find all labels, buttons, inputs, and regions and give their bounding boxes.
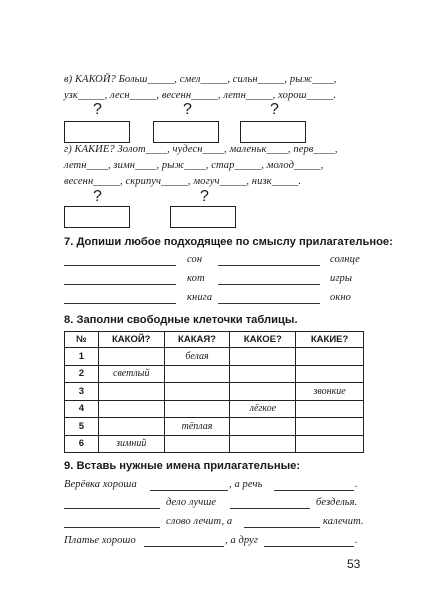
header-kakaya: КАКАЯ? (164, 332, 230, 348)
proverb-4-blank-2[interactable] (264, 546, 354, 547)
task-7-blank-6[interactable] (218, 303, 320, 304)
table-cell[interactable] (164, 435, 230, 453)
table-cell[interactable] (296, 418, 364, 436)
table-cell[interactable]: светлый (98, 365, 164, 383)
section-g-line-2: летн____, зимн____, рыж____, стар_____, молод_____, (64, 160, 324, 171)
table-cell[interactable] (164, 383, 230, 401)
answer-box-v-2[interactable] (153, 121, 219, 143)
proverb-1-start: Верёвка хороша (64, 479, 137, 490)
proverb-3-middle: слово лечит, а (166, 516, 233, 527)
table-cell[interactable] (164, 365, 230, 383)
table-cell[interactable] (164, 400, 230, 418)
proverb-2-middle: дело лучше (166, 497, 217, 508)
question-mark-1: ? (93, 101, 102, 118)
row-number: 2 (65, 365, 99, 383)
proverb-1-end: . (355, 479, 358, 490)
table-row (65, 435, 364, 453)
table-row (65, 400, 364, 418)
table-row (65, 418, 364, 436)
table-cell[interactable] (98, 348, 164, 366)
task-7-blank-1[interactable] (64, 265, 176, 266)
answer-box-v-1[interactable] (64, 121, 130, 143)
table-cell[interactable] (296, 435, 364, 453)
header-kakoy: КАКОЙ? (98, 332, 164, 348)
task-7-word-4: игры (330, 273, 353, 284)
proverb-3-blank-1[interactable] (64, 527, 160, 528)
task-7-word-1: сон (187, 254, 203, 265)
table-cell[interactable] (230, 365, 296, 383)
proverb-1-middle: , а речь (229, 479, 263, 490)
proverb-2-blank-1[interactable] (64, 508, 160, 509)
header-kakoe: КАКОЕ? (230, 332, 296, 348)
row-number: 3 (65, 383, 99, 401)
proverb-1-blank-2[interactable] (274, 490, 354, 491)
proverb-1-blank-1[interactable] (150, 490, 228, 491)
table-cell[interactable]: зимний (98, 435, 164, 453)
proverb-2-blank-2[interactable] (230, 508, 310, 509)
question-mark-3: ? (270, 101, 279, 118)
task-7-blank-3[interactable] (64, 284, 176, 285)
table-cell[interactable] (230, 383, 296, 401)
proverb-4-middle: , а друг (225, 535, 259, 546)
task-7-word-3: кот (187, 273, 205, 284)
task-8-title: 8. Заполни свободные клеточки таблицы. (64, 314, 298, 326)
row-number: 5 (65, 418, 99, 436)
table-cell[interactable] (98, 400, 164, 418)
table-cell[interactable] (296, 400, 364, 418)
question-mark-5: ? (200, 188, 209, 205)
answer-box-v-3[interactable] (240, 121, 306, 143)
task-7-word-2: солнце (330, 254, 360, 265)
question-mark-2: ? (183, 101, 192, 118)
table-cell[interactable]: тёплая (164, 418, 230, 436)
question-mark-4: ? (93, 188, 102, 205)
table-cell[interactable]: белая (164, 348, 230, 366)
proverb-4-start: Платье хорошо (64, 535, 136, 546)
header-number: № (65, 332, 99, 348)
proverb-3-blank-2[interactable] (244, 527, 320, 528)
section-g-line-3: весенн_____, скрипуч_____, могуч_____, низк_____. (64, 176, 302, 187)
table-cell[interactable] (98, 383, 164, 401)
row-number: 4 (65, 400, 99, 418)
task-7-blank-4[interactable] (218, 284, 320, 285)
table-row (65, 365, 364, 383)
table-cell[interactable] (296, 365, 364, 383)
table-row (65, 348, 364, 366)
task-7-blank-2[interactable] (218, 265, 320, 266)
row-number: 1 (65, 348, 99, 366)
section-v-line-1: в) КАКОЙ? Больш_____, смел_____, сильн_____, рыж____, (64, 74, 337, 85)
section-g-line-1: г) КАКИЕ? Золот____, чудесн____, маленьк____, перв____, (64, 144, 338, 155)
proverb-4-blank-1[interactable] (144, 546, 224, 547)
task-7-title: 7. Допиши любое подходящее по смыслу прилагательное: (64, 236, 393, 248)
section-v-line-2: узк_____, лесн_____, весенн_____, летн_____, хорош_____. (64, 90, 337, 101)
page-number: 53 (347, 557, 361, 571)
table-cell[interactable] (230, 348, 296, 366)
table-cell[interactable]: звонкие (296, 383, 364, 401)
task-7-word-5: книга (187, 292, 213, 303)
task-7-word-6: окно (330, 292, 352, 303)
table-header-row (65, 332, 364, 348)
table-row (65, 383, 364, 401)
header-kakie: КАКИЕ? (296, 332, 364, 348)
answer-box-g-2[interactable] (170, 206, 236, 228)
row-number: 6 (65, 435, 99, 453)
table-cell[interactable] (296, 348, 364, 366)
table-cell[interactable] (230, 435, 296, 453)
answer-box-g-1[interactable] (64, 206, 130, 228)
proverb-2-end: безделья. (316, 497, 358, 508)
task-7-blank-5[interactable] (64, 303, 176, 304)
proverb-3-end: калечит. (323, 516, 364, 527)
table-cell[interactable]: лёгкое (230, 400, 296, 418)
table-cell[interactable] (98, 418, 164, 436)
table-cell[interactable] (230, 418, 296, 436)
fill-table (64, 331, 364, 453)
proverb-4-end: . (355, 535, 358, 546)
task-9-title: 9. Вставь нужные имена прилагательные: (64, 460, 301, 472)
